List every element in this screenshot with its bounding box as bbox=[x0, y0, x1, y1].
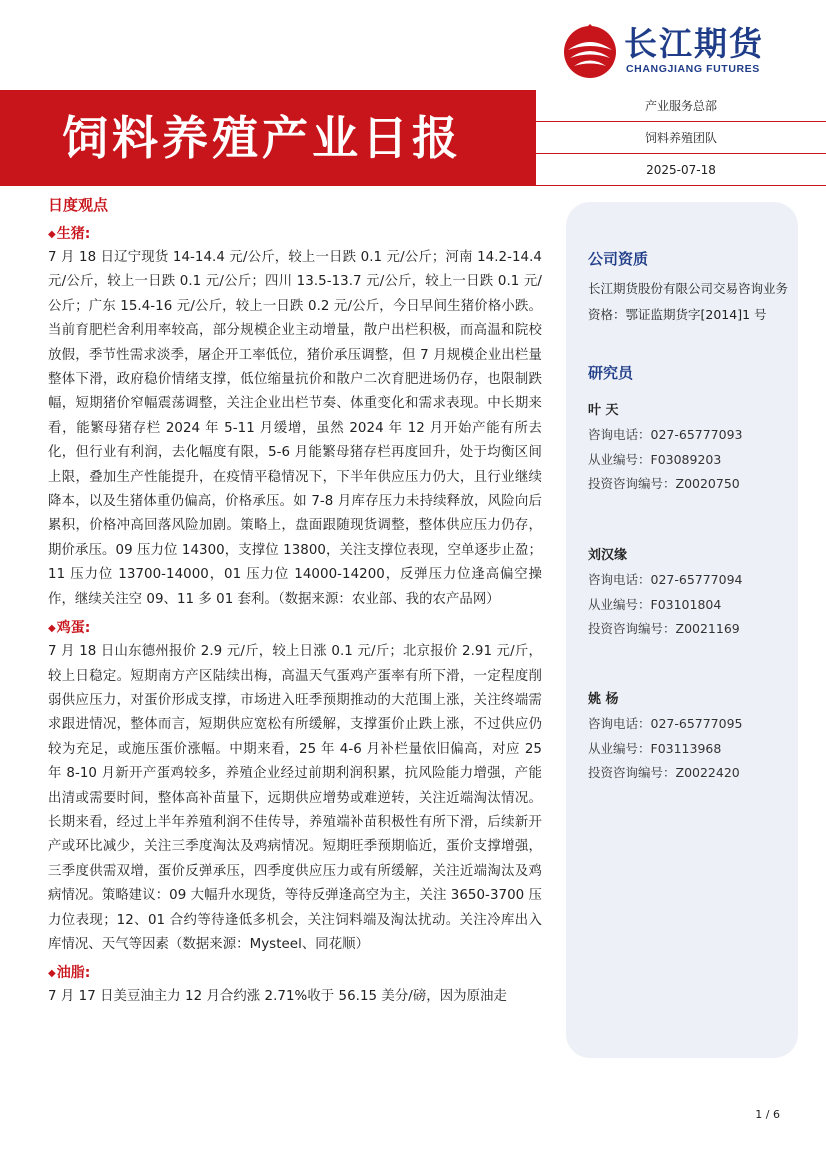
oil-heading bbox=[48, 961, 542, 985]
analyst-advisory-no: 投资咨询编号：Z0020750 bbox=[588, 476, 740, 491]
company-logo bbox=[560, 18, 800, 82]
report-banner bbox=[0, 90, 536, 186]
analyst-phone: 咨询电话：027-65777094 bbox=[588, 572, 743, 587]
diamond-bullet-icon: ◆ bbox=[48, 623, 56, 635]
main-content bbox=[48, 192, 542, 1010]
meta-date: 2025-07-18 bbox=[646, 163, 716, 177]
qualification-text: 长江期货股份有限公司交易咨询业务资格：鄂证监期货字[2014]1 号 bbox=[588, 281, 789, 322]
researchers-title: 研究员 bbox=[588, 364, 634, 382]
egg-heading bbox=[48, 616, 542, 640]
oil-heading-label: 油脂: bbox=[56, 965, 91, 982]
meta-department: 产业服务总部 bbox=[644, 99, 717, 113]
oil-paragraph: 7 月 17 日美豆油主力 12 月合约涨 2.71%收于 56.15 美分/磅，因为原油走 bbox=[48, 989, 507, 1005]
analyst-phone: 咨询电话：027-65777095 bbox=[588, 716, 743, 731]
diamond-bullet-icon: ◆ bbox=[48, 229, 56, 240]
report-title: 饲料养殖产业日报 bbox=[62, 111, 462, 165]
hog-heading bbox=[48, 222, 542, 246]
section-title: 日度观点 bbox=[48, 196, 109, 214]
meta-divider bbox=[536, 185, 826, 186]
analyst-phone: 咨询电话：027-65777093 bbox=[588, 427, 743, 442]
analyst-name: 叶 天 bbox=[588, 403, 619, 418]
page-number: 1 / 6 bbox=[755, 1108, 780, 1121]
hog-paragraph: 7 月 18 日辽宁现货 14-14.4 元/公斤，较上一日跌 0.1 元/公斤；河南 14.2-14.4 元/公斤，较上一日跌 0.1 元/公斤；四川 13.5-13.7 元/公斤，较上一日跌 0.1 元/公斤；广东 15.4-16 元/公斤，较上一日跌 0.2 元/公斤，今日早间生猪价格小跌。当前育肥栏舍利用率较高，部分规模企业主动增量，散户出栏积极，而高温和院校放假，季节性需求淡季，屠企开工率低位，猪价承压调整，但 7 月规模企业出栏量整体下滑，政府稳价情绪支撑，低位缩量抗价和散户二次育肥进场仍存，也限制跌幅，短期猪价窄幅震荡调整，关注企业出栏节奏、体重变化和需求表现。中长期来看，能繁母猪存栏 2024 年 5-11 月缓增，虽然 2024 年 12 月开始产能有所去化，但行业有利润，去化幅度有限，5-6 月能繁母猪存栏再度回升，处于均衡区间上限，叠加生产性能提升，在疫情平稳情况下，下半年供应压力仍大，且行业继续降本，以及生猪体重仍偏高，价格承压。如 7-8 月库存压力未持续释放，风险向后累积，价格冲高回落风险加剧。策略上，盘面跟随现货调整，整体供应压力仍存，期价承压。09 压力位 14300，支撑位 13800，关注支撑位表现，空单逐步止盈；11 压力位 13700-14000，01 压力位 14000-14200，反弹压力位逢高偏空操作，继续关注空 09、11 多 01 套利。（数据来源：农业部、我的农产品网） bbox=[48, 250, 542, 607]
qualification-title: 公司资质 bbox=[588, 250, 649, 268]
hog-heading-label: 生猪: bbox=[56, 226, 91, 242]
diamond-bullet-icon: ◆ bbox=[48, 968, 56, 980]
analyst-license: 从业编号：F03101804 bbox=[588, 597, 722, 612]
analyst-license: 从业编号：F03113968 bbox=[588, 741, 722, 756]
logo-chinese-text: 长江期货 bbox=[624, 24, 764, 63]
analyst-name: 姚 杨 bbox=[588, 692, 619, 707]
report-meta bbox=[536, 90, 826, 186]
analyst-license: 从业编号：F03089203 bbox=[588, 452, 722, 467]
egg-paragraph: 7 月 18 日山东德州报价 2.9 元/斤，较上日涨 0.1 元/斤；北京报价 2.91 元/斤，较上日稳定。短期南方产区陆续出梅，高温天气蛋鸡产蛋率有所下滑，一定程度削弱供应压力，对蛋价形成支撑，市场进入旺季预期推动的大范围上涨，关注终端需求跟进情况，整体而言，短期供应宽松有所缓解，支撑蛋价止跌上涨，不过供应仍较为充足，或施压蛋价涨幅。中期来看，25 年 4-6 月补栏量依旧偏高，对应 25 年 8-10 月新开产蛋鸡较多，养殖企业经过前期利润积累，抗风险能力增强，产能出清或需要时间，整体高补苗量下，远期供应增势或难逆转，关注近端淘汰情况。长期来看，经过上半年养殖利润不佳传导，养殖端补苗积极性有所下滑，后续新开产或环比减少，关注三季度淘汰及鸡病情况。短期旺季预期临近，蛋价支撑增强，三季度供需双增，蛋价反弹承压，四季度供应压力或有所缓解，关注近端淘汰及鸡病情况。策略建议：09 大幅升水现货，等待反弹逢高空为主，关注 3650-3700 压力位表现；12、01 合约等待逢低多机会，关注饲料端及淘汰扰动。关注冷库出入库情况、天气等因素（数据来源：Mysteel、同花顺） bbox=[48, 644, 542, 952]
changjiang-logo-icon bbox=[560, 20, 620, 80]
sidebar-panel bbox=[566, 202, 798, 1058]
logo-english-text: CHANGJIANG FUTURES bbox=[626, 63, 760, 75]
analyst-name: 刘汉缘 bbox=[588, 548, 628, 563]
analyst-advisory-no: 投资咨询编号：Z0022420 bbox=[588, 765, 740, 780]
egg-heading-label: 鸡蛋: bbox=[56, 620, 91, 637]
analyst-advisory-no: 投资咨询编号：Z0021169 bbox=[588, 621, 740, 636]
meta-team: 饲料养殖团队 bbox=[644, 131, 717, 145]
